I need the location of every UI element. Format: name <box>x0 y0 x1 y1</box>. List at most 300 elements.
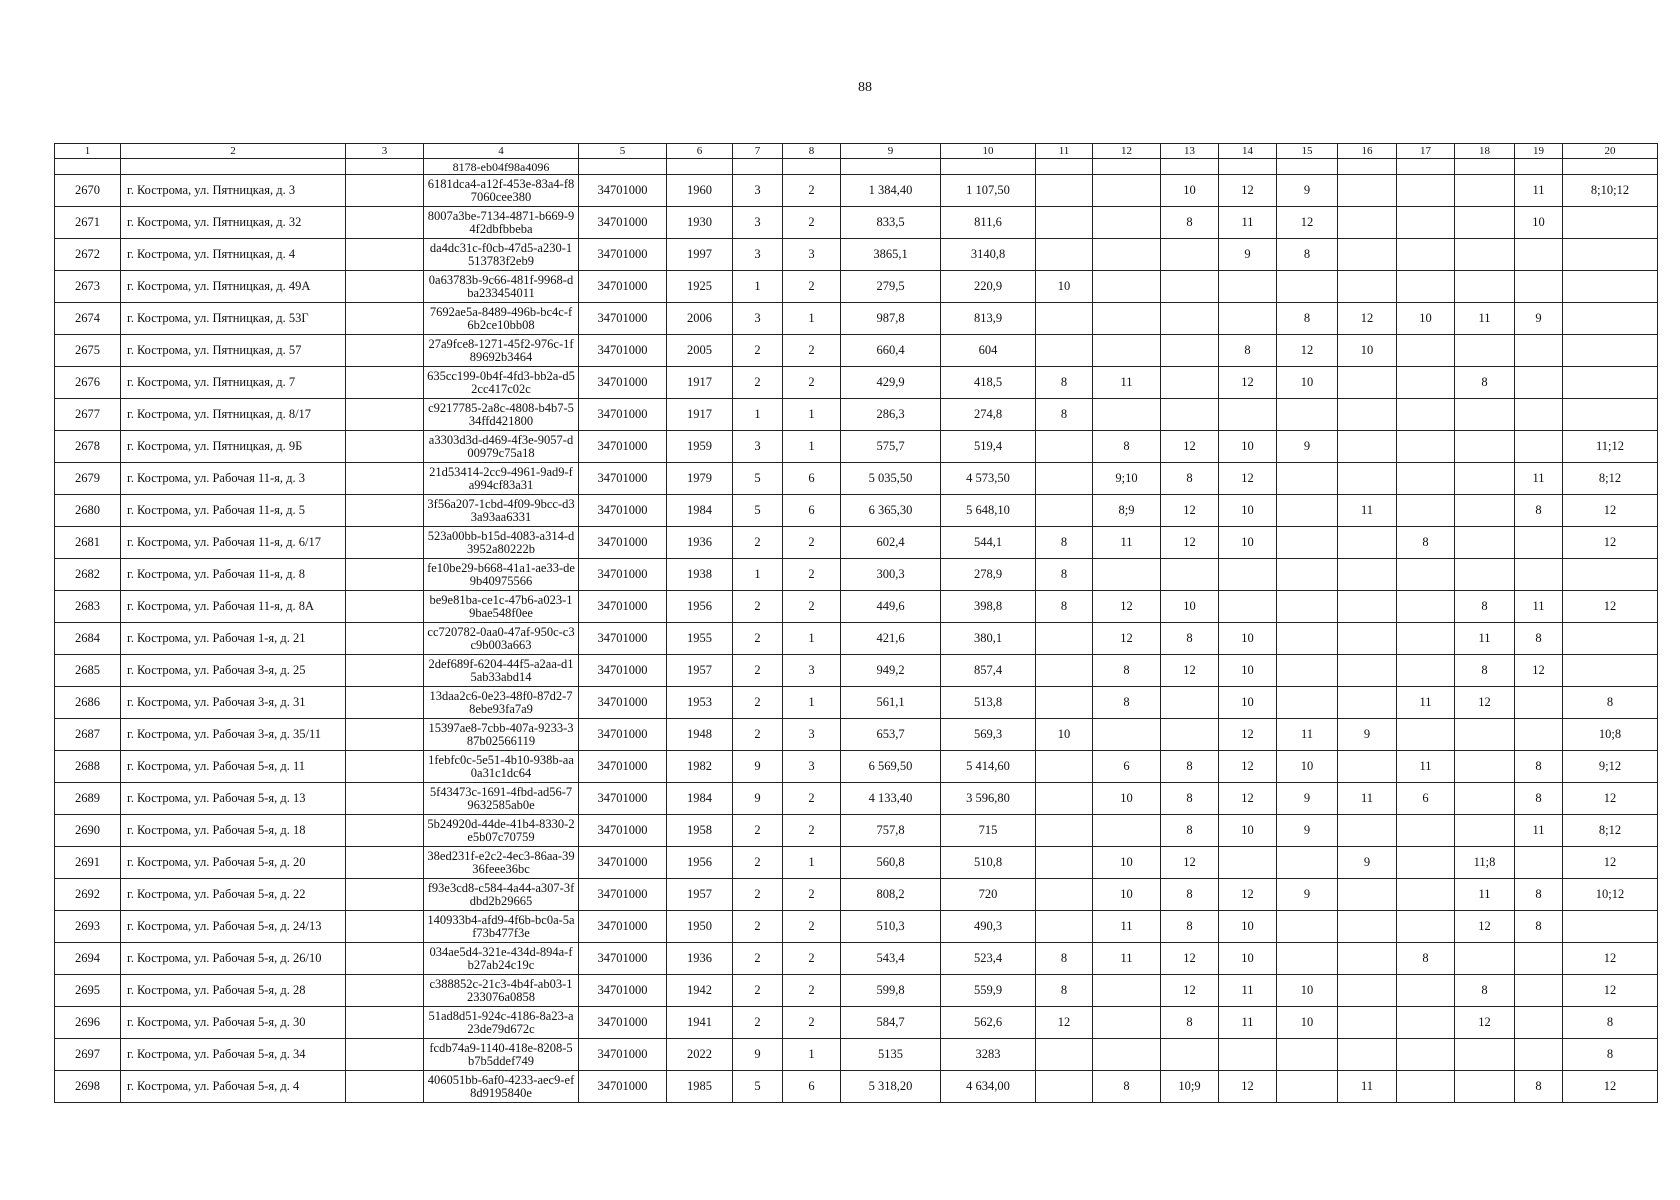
col-18-cell <box>1455 495 1515 527</box>
col-14-cell: 12 <box>1219 879 1277 911</box>
oktmo-cell: 34701000 <box>579 1039 667 1071</box>
address-cell: г. Кострома, ул. Пятницкая, д. 7 <box>121 367 346 399</box>
col-19-cell: 8 <box>1515 783 1563 815</box>
col-17-cell <box>1397 207 1455 239</box>
row-number-cell: 2689 <box>55 783 121 815</box>
col-16-cell: 11 <box>1338 783 1397 815</box>
floors-cell: 3 <box>733 175 783 207</box>
year-built-cell: 1941 <box>667 1007 733 1039</box>
column-header: 17 <box>1397 144 1455 159</box>
living-area-cell: 604 <box>941 335 1036 367</box>
col-13-cell: 8 <box>1161 207 1219 239</box>
col-20-cell: 12 <box>1563 943 1658 975</box>
year-built-cell: 1956 <box>667 847 733 879</box>
col-18-cell <box>1455 175 1515 207</box>
living-area-cell: 4 573,50 <box>941 463 1036 495</box>
table-row <box>55 399 1658 431</box>
col-12-cell <box>1093 1039 1161 1071</box>
year-built-cell: 1948 <box>667 719 733 751</box>
col-18-cell <box>1455 399 1515 431</box>
col-11-cell: 8 <box>1036 591 1093 623</box>
row-number-cell: 2695 <box>55 975 121 1007</box>
col-19-cell <box>1515 1039 1563 1071</box>
total-area-cell: 584,7 <box>841 1007 941 1039</box>
uuid-cell: 034ae5d4-321e-434d-894a-fb27ab24c19c <box>424 943 579 975</box>
row-number-cell: 2688 <box>55 751 121 783</box>
uuid-cell: 1febfc0c-5e51-4b10-938b-aa0a31c1dc64 <box>424 751 579 783</box>
year-built-cell: 1930 <box>667 207 733 239</box>
col-17-cell <box>1397 431 1455 463</box>
col-13-cell: 8 <box>1161 751 1219 783</box>
col-15-cell: 10 <box>1277 367 1338 399</box>
living-area-cell: 380,1 <box>941 623 1036 655</box>
col-14-cell: 10 <box>1219 431 1277 463</box>
table-row <box>55 431 1658 463</box>
col-16-cell <box>1338 815 1397 847</box>
col-17-cell <box>1397 559 1455 591</box>
oktmo-cell: 34701000 <box>579 911 667 943</box>
col-18-cell <box>1455 159 1515 175</box>
housing-table <box>54 143 1658 1103</box>
col-18-cell: 11 <box>1455 879 1515 911</box>
col-20-cell: 9;12 <box>1563 751 1658 783</box>
year-built-cell: 1956 <box>667 591 733 623</box>
col-20-cell <box>1563 271 1658 303</box>
col-13-cell <box>1161 687 1219 719</box>
col-11-cell <box>1036 159 1093 175</box>
col-13-cell: 12 <box>1161 655 1219 687</box>
col-13-cell <box>1161 399 1219 431</box>
table-row <box>55 943 1658 975</box>
floors-cell: 9 <box>733 1039 783 1071</box>
year-built-cell: 1917 <box>667 399 733 431</box>
col-16-cell <box>1338 271 1397 303</box>
year-built-cell: 1953 <box>667 687 733 719</box>
col-19-cell: 8 <box>1515 911 1563 943</box>
total-area-cell: 6 569,50 <box>841 751 941 783</box>
col-13-cell: 8 <box>1161 463 1219 495</box>
column-header: 9 <box>841 144 941 159</box>
table-row <box>55 591 1658 623</box>
col-14-cell <box>1219 559 1277 591</box>
row-number-cell: 2697 <box>55 1039 121 1071</box>
row-number-cell: 2673 <box>55 271 121 303</box>
col-18-cell <box>1455 239 1515 271</box>
col-16-cell <box>1338 879 1397 911</box>
col-14-cell: 10 <box>1219 655 1277 687</box>
living-area-cell: 513,8 <box>941 687 1036 719</box>
oktmo-cell: 34701000 <box>579 175 667 207</box>
col-12-cell <box>1093 159 1161 175</box>
col-15-cell: 9 <box>1277 879 1338 911</box>
column-header: 6 <box>667 144 733 159</box>
col-3-cell <box>346 399 424 431</box>
year-built-cell: 1979 <box>667 463 733 495</box>
col-13-cell <box>1161 719 1219 751</box>
address-cell: г. Кострома, ул. Рабочая 3-я, д. 31 <box>121 687 346 719</box>
col-11-cell: 8 <box>1036 367 1093 399</box>
col-20-cell: 12 <box>1563 847 1658 879</box>
total-area-cell: 660,4 <box>841 335 941 367</box>
table-row <box>55 687 1658 719</box>
entrances-cell: 6 <box>783 1071 841 1103</box>
col-3-cell <box>346 719 424 751</box>
col-14-cell: 10 <box>1219 623 1277 655</box>
total-area-cell: 449,6 <box>841 591 941 623</box>
continuation-row <box>55 159 1658 175</box>
total-area-cell: 808,2 <box>841 879 941 911</box>
col-19-cell: 8 <box>1515 495 1563 527</box>
uuid-cell: da4dc31c-f0cb-47d5-a230-1513783f2eb9 <box>424 239 579 271</box>
col-14-cell: 12 <box>1219 783 1277 815</box>
col-17-cell: 6 <box>1397 783 1455 815</box>
address-cell: г. Кострома, ул. Рабочая 11-я, д. 5 <box>121 495 346 527</box>
header-row <box>55 144 1658 159</box>
col-11-cell <box>1036 1039 1093 1071</box>
col-11-cell: 8 <box>1036 559 1093 591</box>
entrances-cell: 2 <box>783 335 841 367</box>
floors-cell: 2 <box>733 623 783 655</box>
total-area-cell: 5 035,50 <box>841 463 941 495</box>
col-11-cell: 12 <box>1036 1007 1093 1039</box>
col-3-cell <box>346 847 424 879</box>
col-18-cell <box>1455 943 1515 975</box>
living-area-cell: 398,8 <box>941 591 1036 623</box>
col-15-cell: 10 <box>1277 1007 1338 1039</box>
entrances-cell: 1 <box>783 431 841 463</box>
col-3-cell <box>346 367 424 399</box>
total-area-cell: 561,1 <box>841 687 941 719</box>
living-area-cell: 220,9 <box>941 271 1036 303</box>
uuid-cell: a3303d3d-d469-4f3e-9057-d00979c75a18 <box>424 431 579 463</box>
oktmo-cell: 34701000 <box>579 719 667 751</box>
col-3-cell <box>346 655 424 687</box>
row-number-cell: 2675 <box>55 335 121 367</box>
col-15-cell <box>1277 943 1338 975</box>
year-built-cell: 1960 <box>667 175 733 207</box>
row-number-cell: 2683 <box>55 591 121 623</box>
table-row <box>55 879 1658 911</box>
column-header: 1 <box>55 144 121 159</box>
col-13-cell <box>1161 1039 1219 1071</box>
col-16-cell: 9 <box>1338 719 1397 751</box>
col-3-cell <box>346 911 424 943</box>
floors-cell: 3 <box>733 303 783 335</box>
year-built-cell: 1950 <box>667 911 733 943</box>
col-13-cell: 8 <box>1161 815 1219 847</box>
entrances-cell <box>783 159 841 175</box>
row-number-cell: 2687 <box>55 719 121 751</box>
column-header: 11 <box>1036 144 1093 159</box>
total-area-cell: 949,2 <box>841 655 941 687</box>
entrances-cell: 2 <box>783 879 841 911</box>
oktmo-cell: 34701000 <box>579 399 667 431</box>
page-number: 88 <box>858 80 872 95</box>
col-18-cell <box>1455 335 1515 367</box>
address-cell: г. Кострома, ул. Пятницкая, д. 57 <box>121 335 346 367</box>
floors-cell: 2 <box>733 655 783 687</box>
col-17-cell <box>1397 655 1455 687</box>
column-header: 10 <box>941 144 1036 159</box>
col-20-cell <box>1563 335 1658 367</box>
col-15-cell <box>1277 527 1338 559</box>
col-15-cell: 8 <box>1277 239 1338 271</box>
col-16-cell <box>1338 1039 1397 1071</box>
year-built-cell: 1925 <box>667 271 733 303</box>
col-20-cell <box>1563 159 1658 175</box>
floors-cell <box>733 159 783 175</box>
oktmo-cell: 34701000 <box>579 239 667 271</box>
column-header: 16 <box>1338 144 1397 159</box>
year-built-cell: 1958 <box>667 815 733 847</box>
entrances-cell: 1 <box>783 623 841 655</box>
uuid-cell: 38ed231f-e2c2-4ec3-86aa-3936feee36bc <box>424 847 579 879</box>
oktmo-cell: 34701000 <box>579 783 667 815</box>
col-19-cell: 11 <box>1515 463 1563 495</box>
col-14-cell: 10 <box>1219 815 1277 847</box>
col-11-cell <box>1036 431 1093 463</box>
col-12-cell: 6 <box>1093 751 1161 783</box>
table-row <box>55 975 1658 1007</box>
col-12-cell <box>1093 207 1161 239</box>
col-12-cell: 8;9 <box>1093 495 1161 527</box>
uuid-cell: 635cc199-0b4f-4fd3-bb2a-d52cc417c02c <box>424 367 579 399</box>
col-13-cell: 12 <box>1161 975 1219 1007</box>
oktmo-cell: 34701000 <box>579 591 667 623</box>
col-13-cell: 10 <box>1161 591 1219 623</box>
col-15-cell <box>1277 1039 1338 1071</box>
total-area-cell: 757,8 <box>841 815 941 847</box>
oktmo-cell: 34701000 <box>579 527 667 559</box>
oktmo-cell: 34701000 <box>579 335 667 367</box>
col-20-cell: 8 <box>1563 687 1658 719</box>
address-cell: г. Кострома, ул. Рабочая 1-я, д. 21 <box>121 623 346 655</box>
year-built-cell: 1936 <box>667 943 733 975</box>
col-14-cell: 10 <box>1219 527 1277 559</box>
col-11-cell <box>1036 847 1093 879</box>
total-area-cell: 5 318,20 <box>841 1071 941 1103</box>
column-header: 13 <box>1161 144 1219 159</box>
col-17-cell <box>1397 159 1455 175</box>
col-17-cell <box>1397 239 1455 271</box>
total-area-cell: 543,4 <box>841 943 941 975</box>
table-row <box>55 239 1658 271</box>
column-header: 14 <box>1219 144 1277 159</box>
col-16-cell <box>1338 239 1397 271</box>
oktmo-cell: 34701000 <box>579 303 667 335</box>
col-16-cell <box>1338 911 1397 943</box>
entrances-cell: 6 <box>783 495 841 527</box>
col-3-cell <box>346 879 424 911</box>
living-area-cell: 4 634,00 <box>941 1071 1036 1103</box>
row-number-cell: 2678 <box>55 431 121 463</box>
col-13-cell <box>1161 159 1219 175</box>
row-number-cell <box>55 159 121 175</box>
total-area-cell: 833,5 <box>841 207 941 239</box>
col-20-cell: 12 <box>1563 783 1658 815</box>
col-12-cell: 8 <box>1093 431 1161 463</box>
col-19-cell: 10 <box>1515 207 1563 239</box>
floors-cell: 1 <box>733 559 783 591</box>
floors-cell: 2 <box>733 719 783 751</box>
col-13-cell <box>1161 303 1219 335</box>
table-row <box>55 719 1658 751</box>
address-cell <box>121 159 346 175</box>
col-19-cell <box>1515 943 1563 975</box>
floors-cell: 2 <box>733 527 783 559</box>
col-13-cell: 8 <box>1161 1007 1219 1039</box>
entrances-cell: 1 <box>783 687 841 719</box>
col-12-cell: 11 <box>1093 943 1161 975</box>
col-18-cell <box>1455 751 1515 783</box>
year-built-cell <box>667 159 733 175</box>
col-14-cell: 12 <box>1219 367 1277 399</box>
col-16-cell <box>1338 591 1397 623</box>
uuid-cell: be9e81ba-ce1c-47b6-a023-19bae548f0ee <box>424 591 579 623</box>
col-3-cell <box>346 591 424 623</box>
col-11-cell: 8 <box>1036 527 1093 559</box>
col-19-cell <box>1515 239 1563 271</box>
col-14-cell <box>1219 303 1277 335</box>
col-15-cell: 9 <box>1277 431 1338 463</box>
col-19-cell: 8 <box>1515 1071 1563 1103</box>
oktmo-cell: 34701000 <box>579 1071 667 1103</box>
col-18-cell <box>1455 1039 1515 1071</box>
col-20-cell: 11;12 <box>1563 431 1658 463</box>
table-row <box>55 335 1658 367</box>
uuid-cell: f93e3cd8-c584-4a44-a307-3fdbd2b29665 <box>424 879 579 911</box>
col-15-cell <box>1277 623 1338 655</box>
col-3-cell <box>346 783 424 815</box>
floors-cell: 2 <box>733 911 783 943</box>
total-area-cell: 429,9 <box>841 367 941 399</box>
address-cell: г. Кострома, ул. Рабочая 5-я, д. 28 <box>121 975 346 1007</box>
col-19-cell <box>1515 975 1563 1007</box>
entrances-cell: 6 <box>783 463 841 495</box>
col-18-cell <box>1455 559 1515 591</box>
oktmo-cell <box>579 159 667 175</box>
col-20-cell: 8;10;12 <box>1563 175 1658 207</box>
year-built-cell: 1957 <box>667 655 733 687</box>
col-12-cell <box>1093 559 1161 591</box>
col-3-cell <box>346 559 424 591</box>
col-11-cell <box>1036 207 1093 239</box>
col-20-cell <box>1563 239 1658 271</box>
entrances-cell: 2 <box>783 207 841 239</box>
col-18-cell: 12 <box>1455 687 1515 719</box>
total-area-cell: 5135 <box>841 1039 941 1071</box>
entrances-cell: 2 <box>783 527 841 559</box>
col-16-cell: 11 <box>1338 495 1397 527</box>
address-cell: г. Кострома, ул. Рабочая 5-я, д. 13 <box>121 783 346 815</box>
living-area-cell: 857,4 <box>941 655 1036 687</box>
total-area-cell: 575,7 <box>841 431 941 463</box>
col-14-cell: 12 <box>1219 175 1277 207</box>
address-cell: г. Кострома, ул. Рабочая 11-я, д. 8 <box>121 559 346 591</box>
col-16-cell <box>1338 463 1397 495</box>
col-3-cell <box>346 271 424 303</box>
row-number-cell: 2693 <box>55 911 121 943</box>
col-19-cell <box>1515 847 1563 879</box>
column-header: 19 <box>1515 144 1563 159</box>
col-15-cell <box>1277 911 1338 943</box>
address-cell: г. Кострома, ул. Пятницкая, д. 9Б <box>121 431 346 463</box>
address-cell: г. Кострома, ул. Рабочая 5-я, д. 30 <box>121 1007 346 1039</box>
col-11-cell: 8 <box>1036 943 1093 975</box>
col-19-cell: 12 <box>1515 655 1563 687</box>
row-number-cell: 2682 <box>55 559 121 591</box>
col-17-cell <box>1397 175 1455 207</box>
uuid-cell: 51ad8d51-924c-4186-8a23-a23de79d672c <box>424 1007 579 1039</box>
address-cell: г. Кострома, ул. Рабочая 11-я, д. 3 <box>121 463 346 495</box>
col-20-cell: 8 <box>1563 1007 1658 1039</box>
col-3-cell <box>346 159 424 175</box>
living-area-cell: 569,3 <box>941 719 1036 751</box>
col-17-cell <box>1397 719 1455 751</box>
col-20-cell: 12 <box>1563 495 1658 527</box>
col-13-cell <box>1161 335 1219 367</box>
entrances-cell: 2 <box>783 367 841 399</box>
col-17-cell: 11 <box>1397 687 1455 719</box>
living-area-cell: 5 414,60 <box>941 751 1036 783</box>
col-19-cell: 9 <box>1515 303 1563 335</box>
col-13-cell: 10;9 <box>1161 1071 1219 1103</box>
uuid-cell: 8007a3be-7134-4871-b669-94f2dbfbbeba <box>424 207 579 239</box>
uuid-cell: 8178-eb04f98a4096 <box>424 159 579 175</box>
col-14-cell <box>1219 1039 1277 1071</box>
col-20-cell <box>1563 207 1658 239</box>
col-16-cell: 11 <box>1338 1071 1397 1103</box>
col-16-cell <box>1338 527 1397 559</box>
oktmo-cell: 34701000 <box>579 815 667 847</box>
col-16-cell: 10 <box>1338 335 1397 367</box>
table-row <box>55 655 1658 687</box>
row-number-cell: 2691 <box>55 847 121 879</box>
living-area-cell: 813,9 <box>941 303 1036 335</box>
oktmo-cell: 34701000 <box>579 943 667 975</box>
floors-cell: 2 <box>733 367 783 399</box>
year-built-cell: 1957 <box>667 879 733 911</box>
living-area-cell: 3283 <box>941 1039 1036 1071</box>
total-area-cell: 4 133,40 <box>841 783 941 815</box>
col-12-cell <box>1093 719 1161 751</box>
living-area-cell: 510,8 <box>941 847 1036 879</box>
col-14-cell: 12 <box>1219 751 1277 783</box>
col-15-cell <box>1277 399 1338 431</box>
col-3-cell <box>346 943 424 975</box>
col-19-cell: 11 <box>1515 175 1563 207</box>
col-11-cell <box>1036 175 1093 207</box>
entrances-cell: 1 <box>783 847 841 879</box>
col-20-cell: 12 <box>1563 591 1658 623</box>
col-18-cell: 8 <box>1455 655 1515 687</box>
year-built-cell: 1942 <box>667 975 733 1007</box>
col-16-cell <box>1338 751 1397 783</box>
col-11-cell <box>1036 879 1093 911</box>
col-3-cell <box>346 239 424 271</box>
col-15-cell <box>1277 1071 1338 1103</box>
uuid-cell: 5b24920d-44de-41b4-8330-2e5b07c70759 <box>424 815 579 847</box>
address-cell: г. Кострома, ул. Рабочая 5-я, д. 26/10 <box>121 943 346 975</box>
col-14-cell: 10 <box>1219 687 1277 719</box>
col-15-cell <box>1277 687 1338 719</box>
oktmo-cell: 34701000 <box>579 879 667 911</box>
col-20-cell: 8;12 <box>1563 815 1658 847</box>
col-18-cell: 11;8 <box>1455 847 1515 879</box>
col-17-cell: 8 <box>1397 943 1455 975</box>
row-number-cell: 2694 <box>55 943 121 975</box>
total-area-cell: 560,8 <box>841 847 941 879</box>
